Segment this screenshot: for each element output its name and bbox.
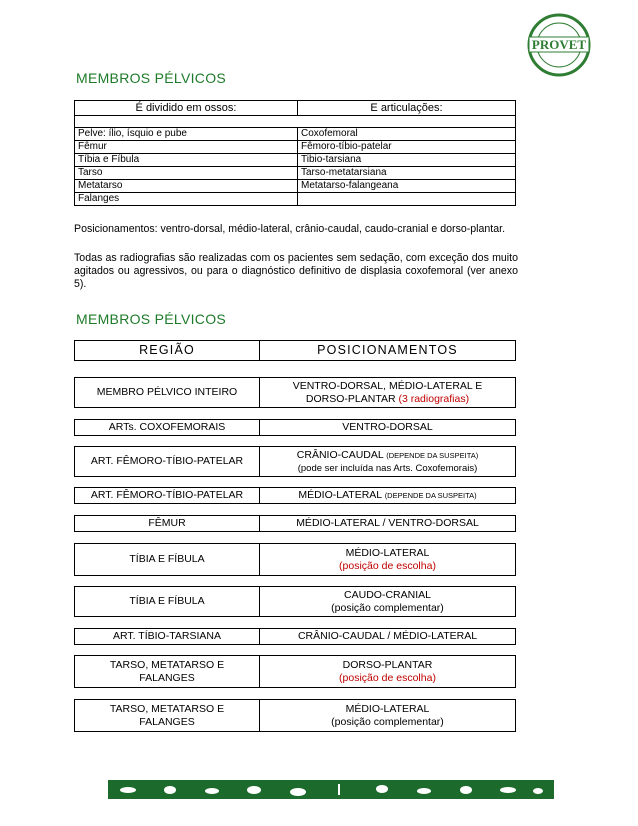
positioning-row [74, 515, 516, 532]
svg-text:PROVET: PROVET [531, 37, 587, 52]
positioning-cell: VENTRO-DORSAL [342, 421, 433, 433]
region-header-row [74, 340, 516, 361]
region-cell: FÊMUR [75, 516, 260, 531]
sedation-paragraph: Todas as radiografias são realizadas com os pacientes sem sedação, com exceção dos muito agitados ou agressivos, ou para o diagnóstico definitivo de displasia coxofemoral (ver anexo 5). [74, 252, 518, 290]
positioning-row [74, 628, 516, 645]
region-cell: TARSO, METATARSO E FALANGES [75, 700, 260, 731]
positioning-cell: CAUDO-CRANIAL (posição complementar) [331, 588, 444, 614]
positioning-cell: MÉDIO-LATERAL (DEPENDE DA SUSPEITA) [298, 489, 477, 501]
positioning-row [74, 699, 516, 732]
positioning-row [74, 446, 516, 477]
region-cell: ART. FÊMORO-TÍBIO-PATELAR [75, 447, 260, 476]
region-header: REGIÃO [75, 341, 260, 360]
bones-joints-table [74, 100, 516, 206]
table-spacer-row [75, 116, 516, 128]
region-cell: ARTs. COXOFEMORAIS [75, 420, 260, 435]
positioning-cell: DORSO-PLANTAR (posição de escolha) [339, 658, 436, 684]
table-header-joints: E articulações: [298, 101, 516, 116]
positioning-cell: VENTRO-DORSAL, MÉDIO-LATERAL E DORSO-PLANTAR (3 radiografias) [292, 379, 483, 405]
positioning-paragraph: Posicionamentos: ventro-dorsal, médio-lateral, crânio-caudal, caudo-cranial e dorso-plantar. [74, 223, 506, 235]
positioning-row [74, 586, 516, 617]
table-header-bones: É dividido em ossos: [75, 101, 298, 116]
region-cell: TÍBIA E FÍBULA [75, 587, 260, 616]
table-row: Fêmur Fêmoro-tíbio-patelar [75, 141, 516, 154]
positioning-cell: MÉDIO-LATERAL (posição de escolha) [339, 546, 436, 572]
region-cell: MEMBRO PÉLVICO INTEIRO [75, 378, 260, 407]
table-row: Falanges [75, 193, 516, 206]
section-title: MEMBROS PÉLVICOS [76, 311, 227, 327]
table-row: Pelve: ílio, ísquio e pube Coxofemoral [75, 128, 516, 141]
positioning-row [74, 377, 516, 408]
table-row: Tarso Tarso-metatarsiana [75, 167, 516, 180]
positioning-cell: MÉDIO-LATERAL / VENTRO-DORSAL [296, 517, 479, 529]
positioning-cell: MÉDIO-LATERAL (posição complementar) [331, 702, 444, 728]
positioning-row [74, 419, 516, 436]
animal-silhouettes-icon [108, 780, 554, 799]
positioning-header: POSICIONAMENTOS [317, 343, 458, 357]
provet-logo [524, 12, 594, 78]
positioning-cell: CRÂNIO-CAUDAL (DEPENDE DA SUSPEITA) (pode ser incluída nas Arts. Coxofemorais) [296, 448, 479, 474]
region-cell: ART. FÊMORO-TÍBIO-PATELAR [75, 488, 260, 503]
region-cell: TARSO, METATARSO E FALANGES [75, 656, 260, 687]
footer-animal-band [108, 780, 554, 799]
table-row: Tíbia e Fíbula Tibio-tarsiana [75, 154, 516, 167]
positioning-cell: CRÂNIO-CAUDAL / MÉDIO-LATERAL [297, 630, 478, 642]
table-row: Metatarso Metatarso-falangeana [75, 180, 516, 193]
positioning-row [74, 543, 516, 576]
positioning-row [74, 655, 516, 688]
region-cell: ART. TÍBIO-TARSIANA [75, 629, 260, 644]
section-title: MEMBROS PÉLVICOS [76, 70, 227, 86]
region-cell: TÍBIA E FÍBULA [75, 544, 260, 575]
positioning-row [74, 487, 516, 504]
